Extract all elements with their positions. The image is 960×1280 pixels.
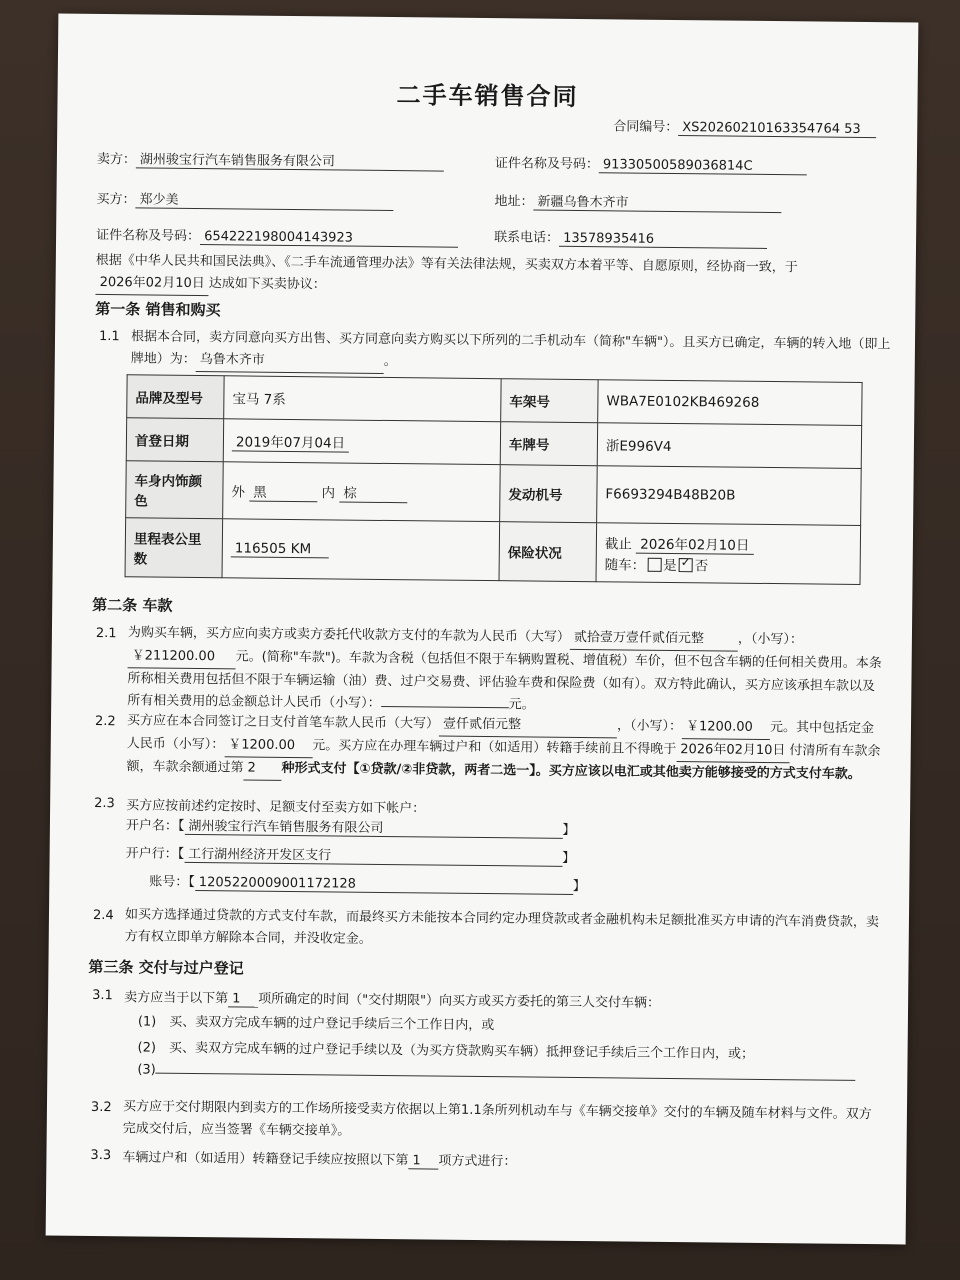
clause-3-3: 车辆过户和（如适用）转籍登记手续应按照以下第 1 项方式进行：	[122, 1150, 517, 1170]
seller-id-row: 证件名称及号码： 91330500589036814C	[495, 152, 807, 175]
contract-page: 二手车销售合同 合同编号： XS20260210163354764 53 卖方： 湖州骏宝行汽车销售服务有限公司 证件名称及号码： 91330500589036814C 买方： 郑少美 地址： 新疆乌鲁木齐市 证件名称及号码： 654222198004143923 联系电话： 13578935416 根据《中华人民共和国民法典》、《二手车流通管理办法》等有关法律法规，买卖双方本着平等、自愿原则，经协商一致，于2026年02月10日 达成如下买卖协议： 第一条 销售和购买 1.1 根据本合同，卖方同意向买方出售、买方同意向卖方购买以下所列的二手机动车（简称"车辆"）。且买方已确定，车辆的转入地（即上牌地）为： 乌鲁木齐市 。 品牌及型号 宝马 7系 车架号 WBA7E0102KB469268 首登日期 2019年07月04日 车牌号 浙E996V4 车身内饰颜色 外 黑 内 棕 发动机号 F6693294B48B20B 里程表公里数 116505 KM 保险状况 截止 2026年02月10日 随车： 是✓ 否 第二条 车款 2.1 为购买车辆，买方应向卖方或卖方委托代收款方支付的车款为人民币（大写） 贰拾壹万壹仟贰佰元整 ，（小写）：￥211200.00 元。(简称"车款")。车款为含税（包括但不限于车辆购置税、增值税）车价，但不包含车辆的任何相关费用。本条所称相关费用包括但不限于车辆运输（油）费、过户交易费、评估验车费和保险费（如有）。双方特此确认，买方应该承担车款以及所有相关费用的总金额总计人民币（小写）： 元。 2.2 买方应在本合同签订之日支付首笔车款人民币（大写） 壹仟贰佰元整 ，（小写）： ￥1200.00 元。其中包括定金人民币（小写）： ￥1200.00 元。买方应在办理车辆过户和（如适用）转籍手续前且不得晚于 2026年02月10日 付清所有车款余额，车款余额通过第 2 种形式支付【①贷款/②非贷款，两者二选一】。买方应该以电汇或其他卖方能够接受的方式支付车款。 2.3 买方应按前述约定按时、足额支付至卖方如下帐户： 开户名：【 湖州骏宝行汽车销售服务有限公司 】 开户行：【 工行湖州经济开发区支行 】 账号：【 1205220009001172128 】 2.4 如买方选择通过贷款的方式支付车款，而最终买方未能按本合同约定办理贷款或者金融机构未足额批准买方申请的汽车消费贷款，卖方有权立即单方解除本合同，并没收定金。 第三条 交付与过户登记 3.1 卖方应当于以下第 1 项所确定的时间（"交付期限"）向买方或买方委托的第三人交付车辆： (1) 买、卖双方完成车辆的过户登记手续后三个工作日内，或 (2) 买、卖双方完成车辆的过户登记手续以及（为买方贷款购买车辆）抵押登记手续后三个工作日内，或； (3) 3.2 买方应于交付期限内到卖方的工作场所接受卖方依据以上第1.1条所列机动车与《车辆交接单》交付的车辆及随车材料与文件。双方完成交付后，应当签署《车辆交接单》。 3.3 车辆过户和（如适用）转籍登记手续应按照以下第 1 项方式进行：	[46, 14, 919, 1245]
exterior-color: 黑	[249, 480, 317, 502]
buyer-name: 郑少美	[135, 188, 393, 211]
interior-color: 棕	[339, 481, 407, 503]
seller-row: 卖方： 湖州骏宝行汽车销售服务有限公司	[97, 148, 444, 172]
contract-number: 合同编号： XS20260210163354764 53	[613, 115, 876, 138]
account-name-row: 开户名：【 湖州骏宝行汽车销售服务有限公司 】	[126, 814, 576, 839]
buyer-phone: 13578935416	[559, 231, 767, 249]
clause-3-1: 卖方应当于以下第 1 项所确定的时间（"交付期限"）向买方或买方委托的第三人交付车辆：	[124, 990, 661, 1011]
section-1-heading: 第一条 销售和购买	[95, 299, 221, 320]
clause-2-4: 如买方选择通过贷款的方式支付车款，而最终买方未能按本合同约定办理贷款或者金融机构未足额批准买方申请的汽车消费贷款，卖方有权立即单方解除本合同，并没收定金。	[124, 907, 880, 947]
clause-2-1: 为购买车辆，买方应向卖方或卖方委托代收款方支付的车款为人民币（大写） 贰拾壹万壹仟贰佰元整 ，（小写）：￥211200.00 元。(简称"车款")。车款为含税（包括但不限于车辆购置税、增值税）车价，但不包含车辆的任何相关费用。本条所称相关费用包括但不限于车辆运输（油）费、过户交易费、评估验车费和保险费（如有）。双方特此确认，买方应该承担车款以及所有相关费用的总金额总计人民币（小写）： 元。	[127, 625, 882, 713]
brand-value: 宝马 7系	[224, 376, 501, 422]
price-upper: 贰拾壹万壹仟贰佰元整	[570, 627, 738, 652]
seller-id: 91330500589036814C	[599, 157, 807, 175]
seller-name: 湖州骏宝行汽车销售服务有限公司	[136, 148, 444, 171]
price-lower: ￥211200.00	[128, 645, 236, 669]
table-row: 首登日期 2019年07月04日 车牌号 浙E996V4	[126, 418, 861, 469]
first-registration-date: 2019年07月04日	[232, 430, 349, 452]
buyer-row: 买方： 郑少美	[96, 188, 393, 211]
preamble: 根据《中华人民共和国民法典》、《二手车流通管理办法》等有关法律法规，买卖双方本着平等、自愿原则，经协商一致，于2026年02月10日 达成如下买卖协议：	[95, 250, 885, 303]
buyer-id-row: 证件名称及号码： 654222198004143923	[96, 224, 458, 248]
buyer-address-row: 地址： 新疆乌鲁木齐市	[494, 190, 781, 213]
registration-place: 乌鲁木齐市	[196, 349, 384, 374]
clause-1-1: 根据本合同，卖方同意向买方出售、买方同意向卖方购买以下所列的二手机动车（简称"车辆"）。且买方已确定，车辆的转入地（即上牌地）为： 乌鲁木齐市 。	[131, 326, 891, 379]
vin-value: WBA7E0102KB469268	[598, 380, 862, 426]
account-number-row: 账号：【 1205220009001172128 】	[149, 874, 586, 895]
section-3-heading: 第三条 交付与过户登记	[88, 957, 244, 978]
page-title: 二手车销售合同	[396, 81, 579, 111]
insurance-until: 2026年02月10日	[636, 532, 753, 554]
buyer-id: 654222198004143923	[200, 229, 458, 248]
table-row: 品牌及型号 宝马 7系 车架号 WBA7E0102KB469268	[127, 375, 862, 426]
insurance-yes-checkbox	[647, 557, 661, 571]
clause-2-2: 买方应在本合同签订之日支付首笔车款人民币（大写） 壹仟贰佰元整 ，（小写）： ￥1200.00 元。其中包括定金人民币（小写）： ￥1200.00 元。买方应在办理车辆过户和（如适用）转籍手续前且不得晚于 2026年02月10日 付清所有车款余额，车款余额通过第 2 种形式支付【①贷款/②非贷款，两者二选一】。买方应该以电汇或其他卖方能够接受的方式支付车款。	[126, 713, 881, 782]
table-row: 车身内饰颜色 外 黑 内 棕 发动机号 F6693294B48B20B	[126, 461, 862, 526]
engine-value: F6693294B48B20B	[597, 466, 862, 526]
buyer-phone-row: 联系电话： 13578935416	[494, 226, 767, 249]
insurance-no-checkbox	[679, 558, 693, 572]
vehicle-table	[125, 374, 863, 585]
total-amount	[381, 706, 509, 708]
buyer-address: 新疆乌鲁木齐市	[533, 191, 781, 214]
mileage-value: 116505 KM	[231, 540, 329, 558]
table-row: 里程表公里数 116505 KM 保险状况 截止 2026年02月10日 随车： 是✓ 否	[125, 518, 861, 585]
section-2-heading: 第二条 车款	[92, 595, 173, 615]
clause-3-2: 买方应于交付期限内到卖方的工作场所接受卖方依据以上第1.1条所列机动车与《车辆交接单》交付的车辆及随车材料与文件。双方完成交付后，应当签署《车辆交接单》。	[122, 1099, 872, 1139]
plate-value: 浙E996V4	[597, 423, 861, 469]
account-bank-row: 开户行：【 工行湖州经济开发区支行 】	[126, 842, 576, 867]
